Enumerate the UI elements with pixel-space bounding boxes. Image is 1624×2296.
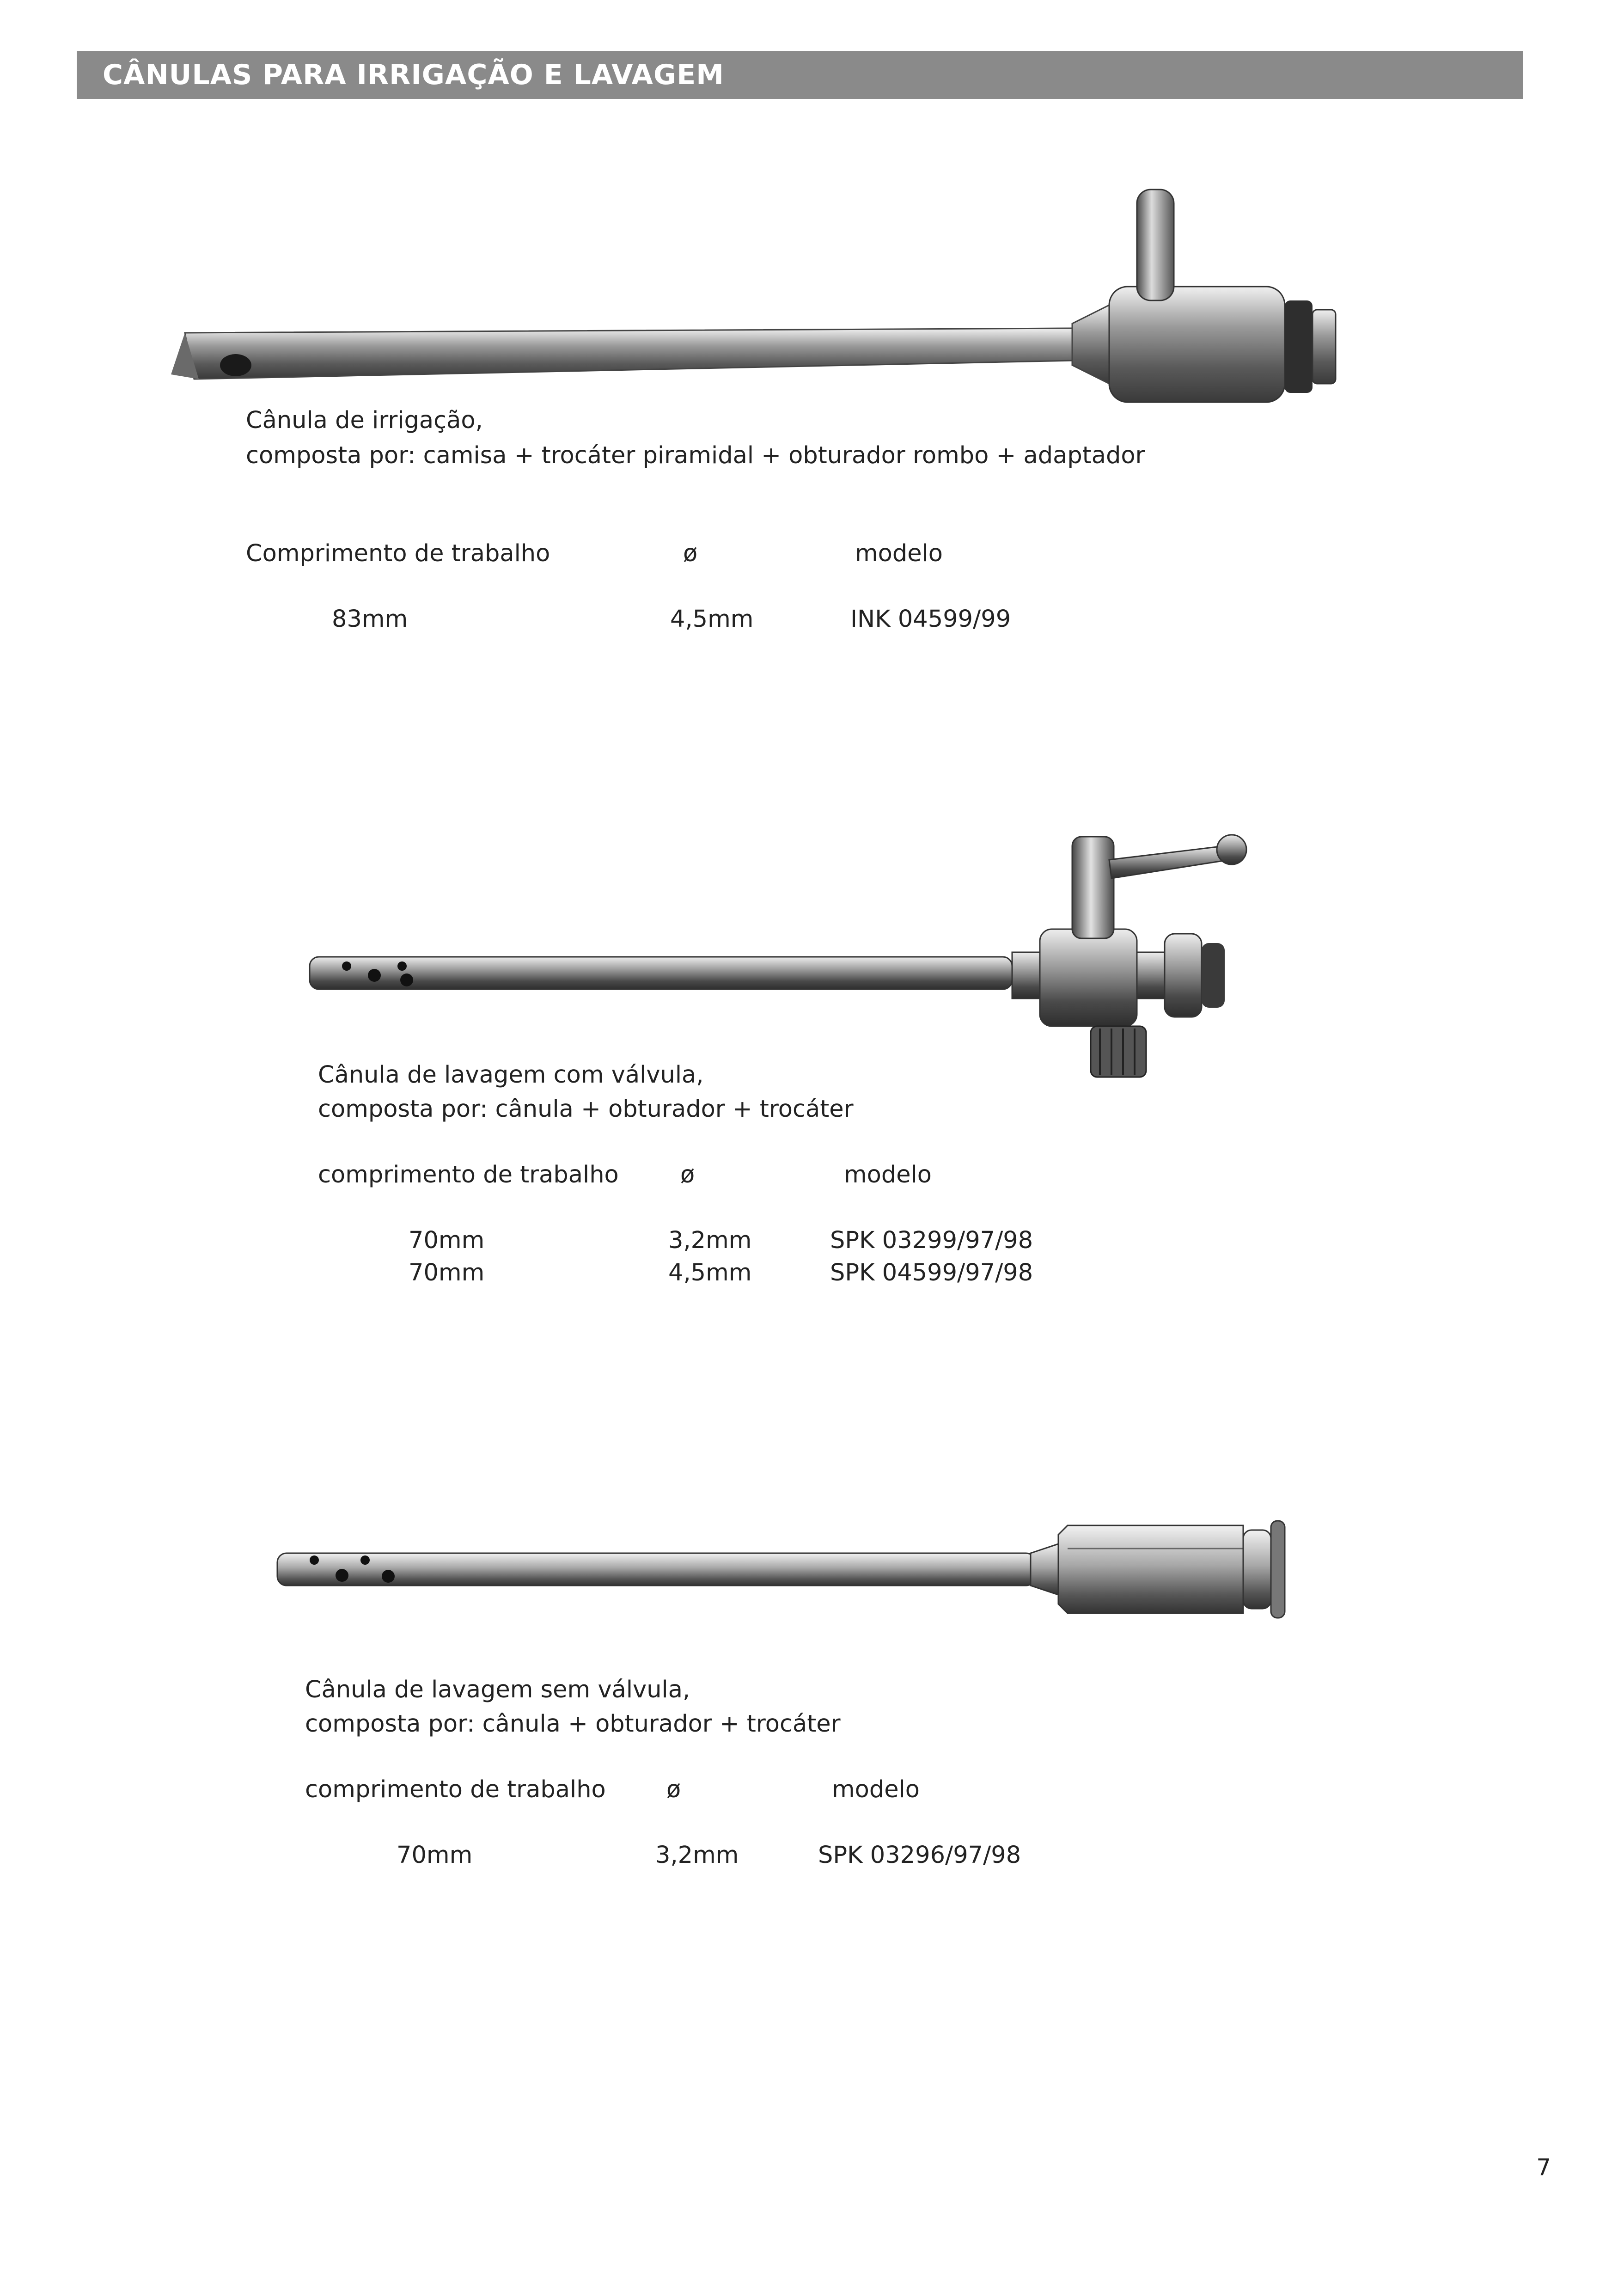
spec-model: SPK 03296/97/98 (818, 1842, 1021, 1869)
column-header-model: modelo (855, 540, 943, 567)
spec-length: 83mm (332, 606, 408, 633)
column-header-diameter: ø (680, 1161, 695, 1188)
spec-model: SPK 04599/97/98 (830, 1259, 1033, 1286)
column-header-length: comprimento de trabalho (305, 1776, 606, 1803)
column-header-diameter: ø (666, 1776, 681, 1803)
column-header-length: comprimento de trabalho (318, 1161, 619, 1188)
spec-diameter: 4,5mm (670, 606, 754, 633)
column-header-model: modelo (844, 1161, 932, 1188)
product-name: Cânula de irrigação, (246, 407, 483, 434)
lavage-cannula-with-valve-image (305, 823, 1313, 1091)
spec-model: INK 04599/99 (850, 606, 1011, 633)
column-header-length: Comprimento de trabalho (246, 540, 550, 567)
section-title: CÂNULAS PARA IRRIGAÇÃO E LAVAGEM (103, 59, 724, 91)
spec-length: 70mm (409, 1227, 485, 1254)
spec-model: SPK 03299/97/98 (830, 1227, 1033, 1254)
lavage-cannula-without-valve-image (273, 1507, 1308, 1627)
product-name: Cânula de lavagem sem válvula, (305, 1676, 690, 1703)
page-number: 7 (1536, 2154, 1551, 2181)
column-header-model: modelo (832, 1776, 920, 1803)
spec-diameter: 4,5mm (668, 1259, 752, 1286)
section-header (77, 51, 1523, 99)
product-name: Cânula de lavagem com válvula, (318, 1061, 704, 1089)
spec-length: 70mm (397, 1842, 473, 1869)
product-composition: composta por: cânula + obturador + trocáter (318, 1096, 854, 1123)
column-header-diameter: ø (683, 540, 698, 567)
product-composition: composta por: camisa + trocáter piramidal + obturador rombo + adaptador (246, 442, 1145, 469)
spec-diameter: 3,2mm (668, 1227, 752, 1254)
spec-length: 70mm (409, 1259, 485, 1286)
product-composition: composta por: cânula + obturador + trocáter (305, 1710, 841, 1738)
spec-diameter: 3,2mm (655, 1842, 739, 1869)
